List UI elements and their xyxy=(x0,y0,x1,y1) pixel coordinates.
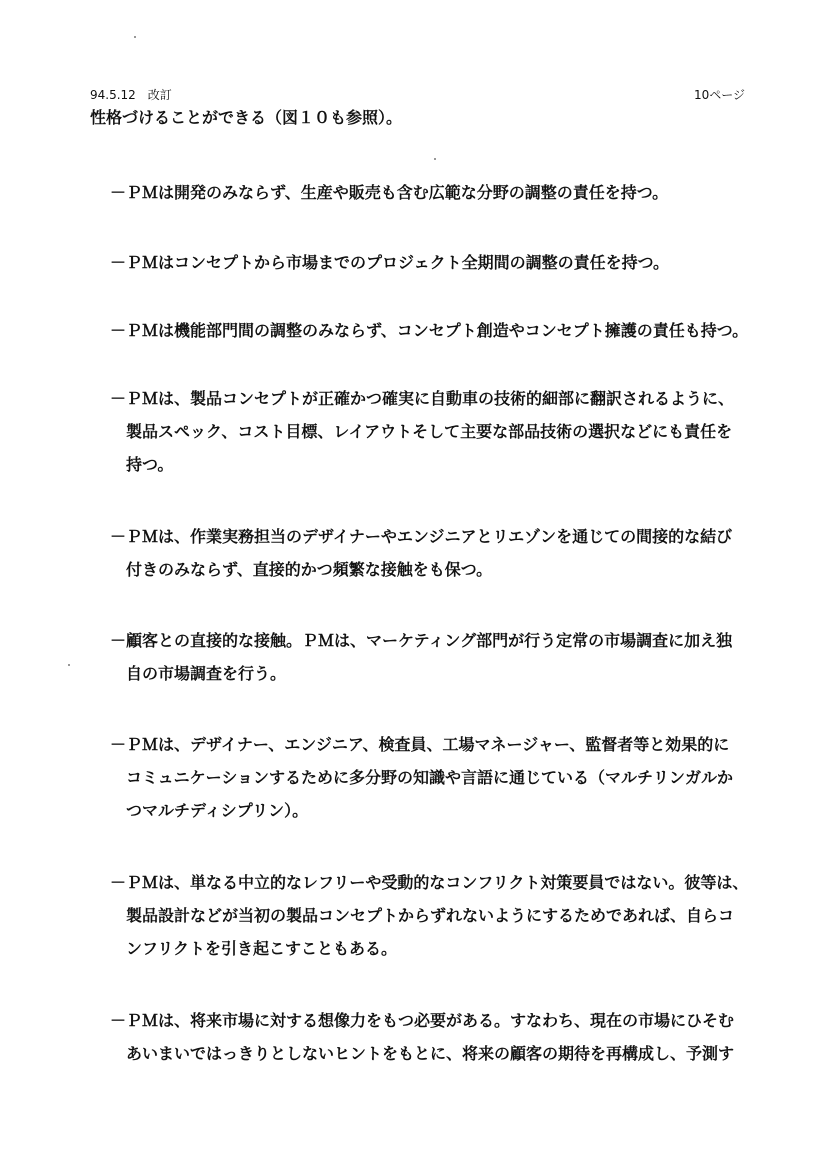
list-item-continuation: 付きのみならず、直接的かつ頻繁な接触をも保つ。 xyxy=(126,560,493,579)
list-item xyxy=(110,520,732,586)
list-item-continuation: 製品設計などが当初の製品コンセプトからずれないようにするためであれば、自らコ xyxy=(126,906,735,925)
list-item-text: －ＰＭは、デザイナー、エンジニア、検査員、工場マネージャー、監督者等と効果的に xyxy=(110,735,730,754)
list-item-continuation: つマルチディシプリン）。 xyxy=(126,801,309,820)
list-item xyxy=(110,624,732,690)
list-item-continuation: あいまいではっきりとしないヒントをもとに、将来の顧客の期待を再構成し、予測す xyxy=(126,1044,735,1063)
list-item xyxy=(110,728,733,827)
list-item-text: －ＰＭはコンセプトから市場までのプロジェクト全期間の調整の責任を持つ。 xyxy=(110,253,670,272)
list-item-continuation: 自の市場調査を行う。 xyxy=(126,664,287,683)
list-item-text: －ＰＭは、将来市場に対する想像力をもつ必要がある。すなわち、現在の市場にひそむ xyxy=(110,1011,735,1030)
list-item-continuation: 持つ。 xyxy=(126,455,174,474)
list-item xyxy=(110,1004,734,1070)
intro-text: 性格づけることができる（図１０も参照）。 xyxy=(90,108,403,127)
list-item xyxy=(110,246,669,279)
scan-speck xyxy=(434,158,436,160)
list-item xyxy=(110,314,748,347)
header-date-revision: 94.5.12 改訂 xyxy=(90,88,172,102)
list-item-text: －顧客との直接的な接触。ＰＭは、マーケティング部門が行う定常の市場調査に加え独 xyxy=(110,631,733,650)
list-item-continuation: 製品スペック、コスト目標、レイアウトそして主要な部品技術の選択などにも責任を xyxy=(126,422,733,441)
header-page-number: 10ページ xyxy=(694,88,746,102)
scan-speck xyxy=(68,664,70,666)
list-item xyxy=(110,176,668,209)
list-item-continuation: コミュニケーションするために多分野の知識や言語に通じている（マルチリンガルか xyxy=(126,768,734,787)
scan-speck xyxy=(134,36,136,38)
list-item-text: －ＰＭは、単なる中立的なレフリーや受動的なコンフリクト対策要員ではない。彼等は、 xyxy=(110,873,749,892)
list-item-continuation: ンフリクトを引き起こすこともある。 xyxy=(126,939,398,958)
list-item xyxy=(110,382,734,481)
list-item xyxy=(110,866,748,965)
list-item-text: －ＰＭは開発のみならず、生産や販売も含む広範な分野の調整の責任を持つ。 xyxy=(110,183,669,202)
list-item-text: －ＰＭは、作業実務担当のデザイナーやエンジニアとリエゾンを通じての間接的な結び xyxy=(110,527,733,546)
list-item-text: －ＰＭは機能部門間の調整のみならず、コンセプト創造やコンセプト擁護の責任も持つ。 xyxy=(110,321,749,340)
list-item-text: －ＰＭは、製品コンセプトが正確かつ確実に自動車の技術的細部に翻訳されるように、 xyxy=(110,389,735,408)
